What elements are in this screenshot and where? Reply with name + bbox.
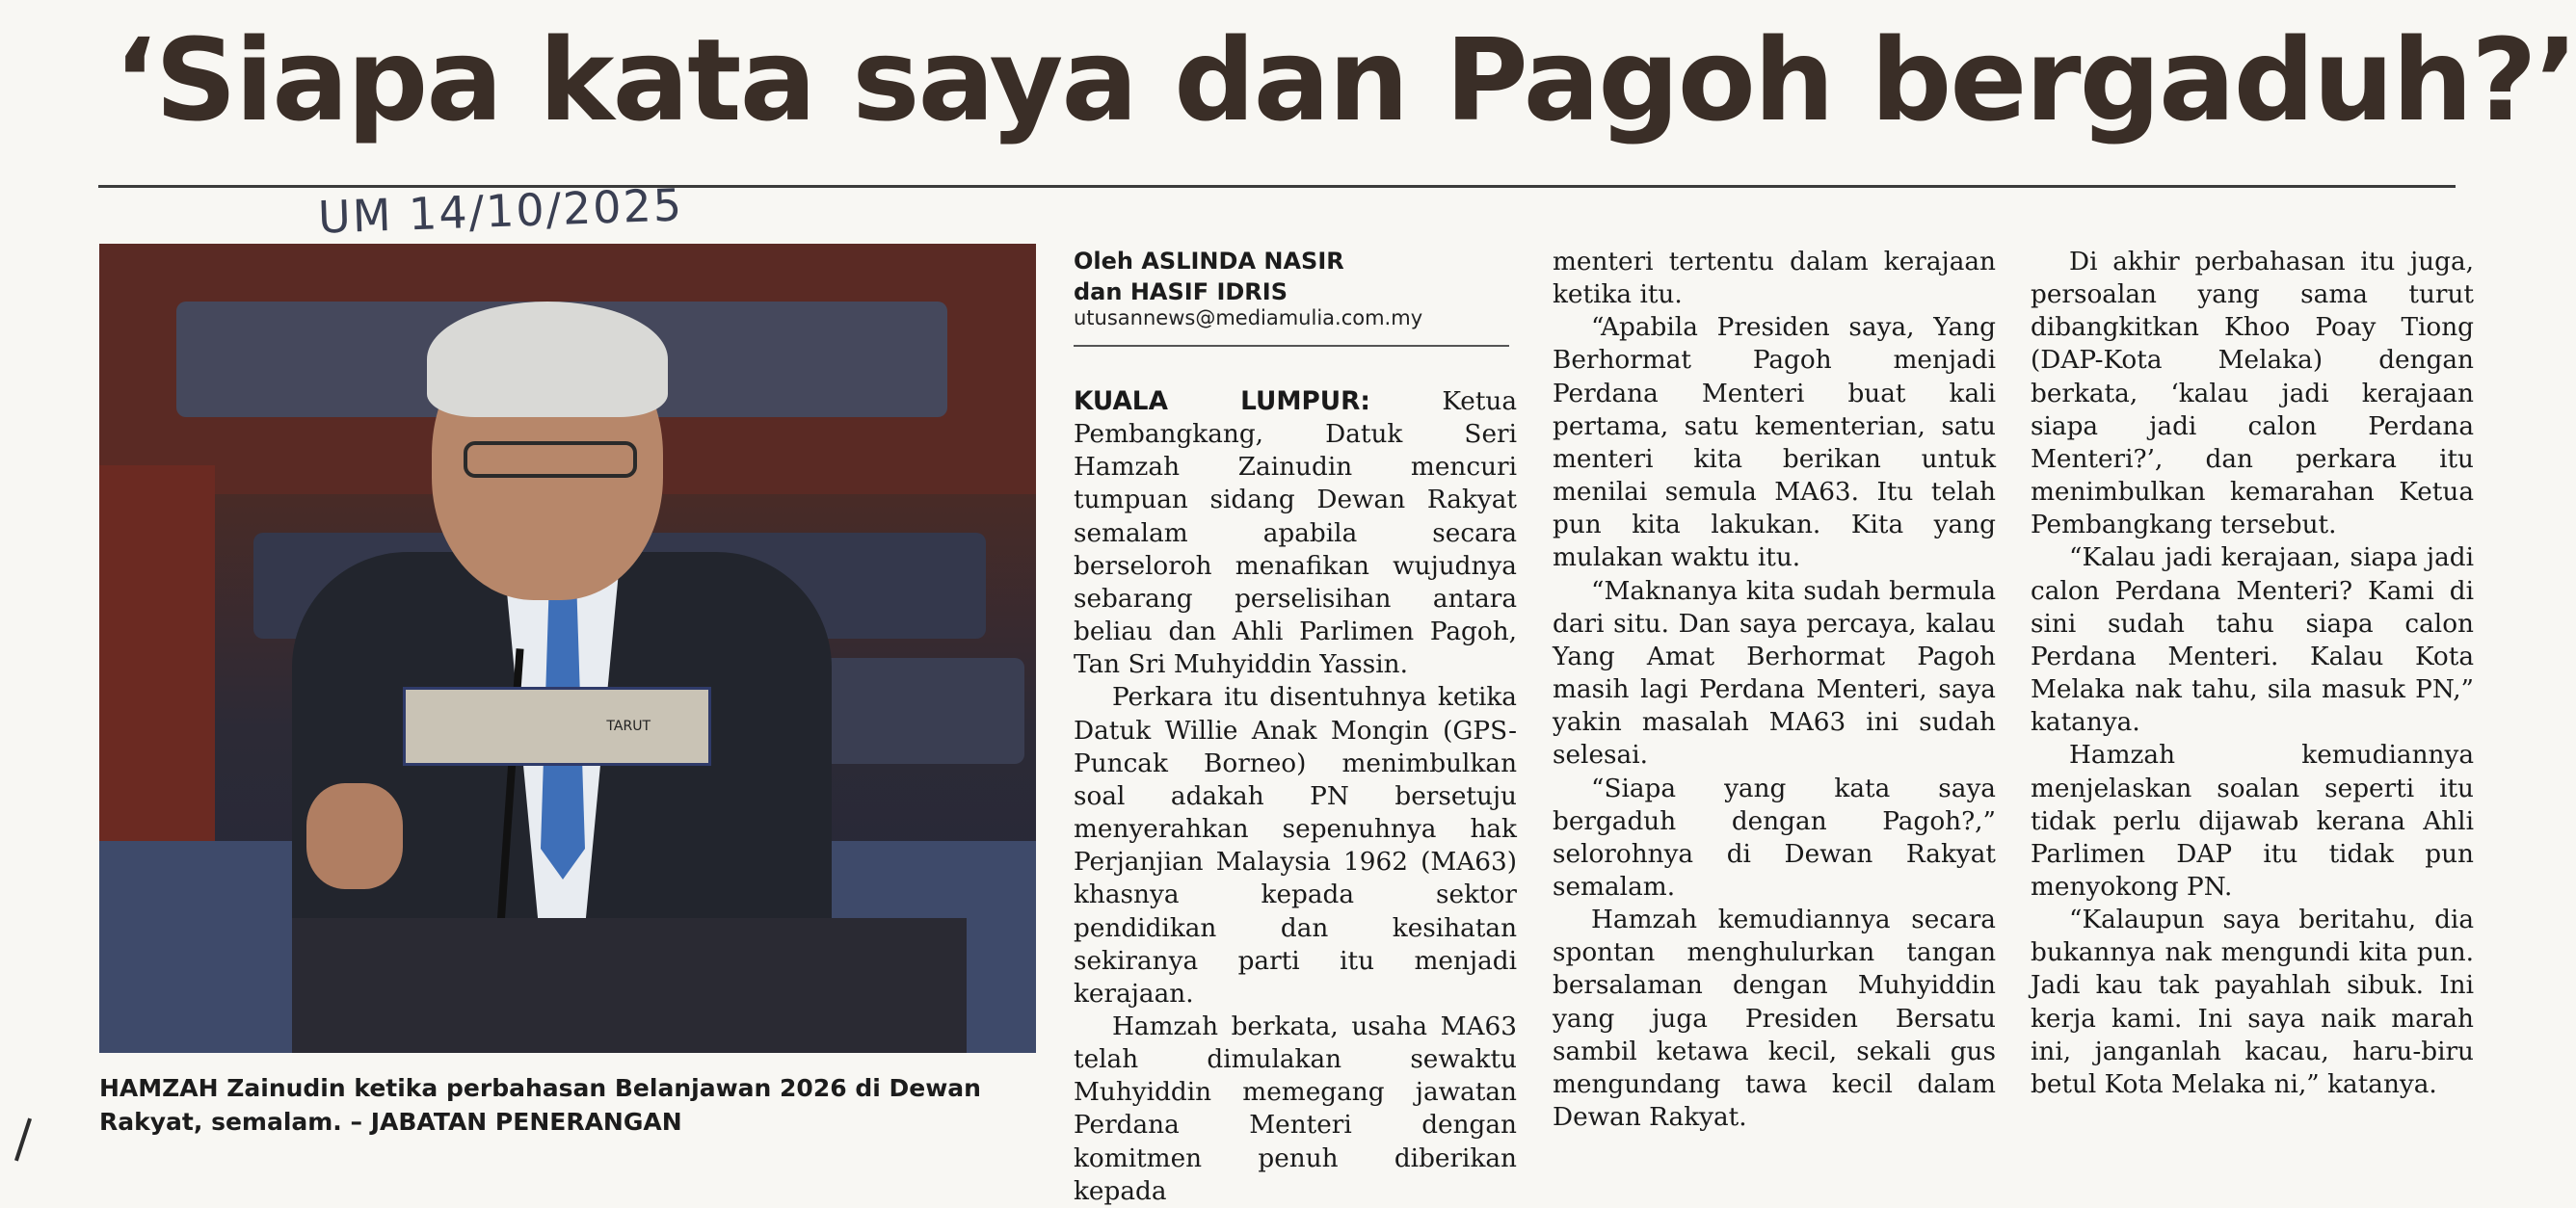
article-paragraph: Hamzah kemudiannya secara spontan menghulurkan tangan bersalaman dengan Muhyiddin yang juga Presiden Bersatu sambil ketawa kecil, sekali gus mengundang tawa kecil dalam Dewan Rakyat.: [1553, 906, 1996, 1133]
photo-nameplate: TARUT: [403, 687, 711, 766]
article-paragraph: [1074, 385, 1517, 681]
article-column-2: [1553, 246, 1996, 1134]
article-paragraph: Perkara itu disentuhnya ketika Datuk Willie Anak Mongin (GPS-Puncak Borneo) menimbulkan soal adakah PN bersetuju menyerahkan sepenuhnya hak Perjanjian Malaysia 1962 (MA63) khasnya kepada sektor pendidikan dan kesihatan sekiranya parti itu menjadi kerajaan.: [1074, 683, 1517, 1009]
photo-wood-panel: [99, 465, 215, 870]
photo-speaker-hand: [306, 783, 403, 889]
article-column-1: [1074, 385, 1517, 1208]
byline: [1074, 246, 1517, 307]
photo-desk: [292, 918, 967, 1053]
photo-caption: HAMZAH Zainudin ketika perbahasan Belanjawan 2026 di Dewan Rakyat, semalam. – JABATAN PENERANGAN: [99, 1074, 981, 1136]
photo-speaker-glasses: [464, 441, 637, 478]
article-paragraph: “Apabila Presiden saya, Yang Berhormat Pagoh menjadi Perdana Menteri buat kali pertama, satu kementerian, satu menteri kita berikan untuk menilai semula MA63. Itu telah pun kita lakukan. Kita yang mulakan waktu itu.: [1553, 313, 1996, 573]
article-paragraph: “Kalau jadi kerajaan, siapa jadi calon Perdana Menteri? Kami di sini sudah tahu siapa calon Perdana Menteri. Kalau Kota Melaka nak tahu, sila masuk PN,” katanya.: [2031, 543, 2474, 738]
byline-divider: [1074, 345, 1509, 347]
byline-email: utusannews@mediamulia.com.my: [1074, 306, 1423, 329]
article-paragraph: “Kalaupun saya beritahu, dia bukannya nak mengundi kita pun. Jadi kau tak payahlah sibuk. Ini kerja kami. Ini saya naik marah ini, janganlah kacau, haru-biru betul Kota Melaka ni,” katanya.: [2031, 906, 2474, 1099]
article-dateline: KUALA LUMPUR:: [1074, 387, 1370, 416]
margin-pen-mark: [14, 1118, 32, 1162]
handwritten-date-note: UM 14/10/2025: [317, 178, 684, 244]
article-column-3: [2031, 246, 2474, 1101]
article-paragraph: “Siapa yang kata saya bergaduh dengan Pagoh?,” selorohnya di Dewan Rakyat semalam.: [1553, 774, 1996, 902]
article-paragraph: “Maknanya kita sudah bermula dari situ. Dan saya percaya, kalau Yang Amat Berhormat Pagoh masih lagi Perdana Menteri, saya yakin masalah MA63 ini sudah selesai.: [1553, 576, 1996, 771]
byline-author-1: Oleh ASLINDA NASIR: [1074, 248, 1344, 275]
byline-author-2: dan HASIF IDRIS: [1074, 278, 1288, 305]
article-paragraph: menteri tertentu dalam kerajaan ketika itu.: [1553, 248, 1996, 310]
photo-speaker-hair: [427, 302, 668, 417]
article-paragraph: Hamzah berkata, usaha MA63 telah dimulakan sewaktu Muhyiddin memegang jawatan Perdana Menteri dengan komitmen penuh diberikan kepada: [1074, 1011, 1517, 1206]
article-text: Ketua Pembangkang, Datuk Seri Hamzah Zainudin mencuri tumpuan sidang Dewan Rakyat semalam apabila secara berseloroh menafikan wujudnya sebarang perselisihan antara beliau dan Ahli Parlimen Pagoh, Tan Sri Muhyiddin Yassin.: [1074, 387, 1518, 680]
article-paragraph: Di akhir perbahasan itu juga, persoalan yang sama turut dibangkitkan Khoo Poay Tiong (DAP-Kota Melaka) dengan berkata, ‘kalau jadi kerajaan siapa jadi calon Perdana Menteri?’, dan perkara itu menimbulkan kemarahan Ketua Pembangkang tersebut.: [2031, 248, 2474, 540]
news-photo: [99, 244, 1036, 1053]
article-paragraph: Hamzah kemudiannya menjelaskan soalan seperti itu tidak perlu dijawab kerana Ahli Parlimen DAP itu tidak pun menyokong PN.: [2031, 741, 2474, 902]
headline: ‘Siapa kata saya dan Pagoh bergaduh?’: [114, 13, 2576, 146]
